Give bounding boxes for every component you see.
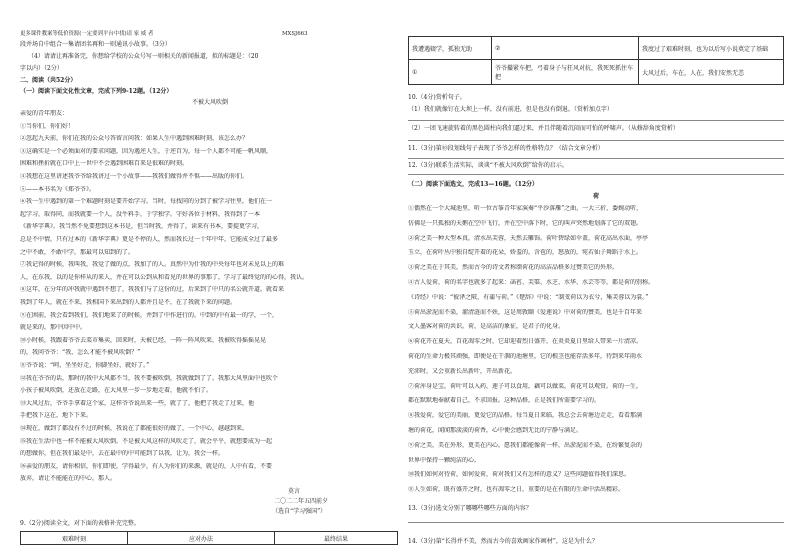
paragraph-line: ⑦荷浑身是宝，荷叶可以入药，莲子可以食用，藕可以做菜，荷花可以观赏。荷的一生， <box>408 382 643 390</box>
paragraph-line: ⑪人生如荷，既有盛开之时，也有凋零之日，重要的是在有限的生命中活出精彩。 <box>408 486 625 494</box>
paragraph-line: ⑧这年，在分年的冲我就中遇到不想了，我我们与了这份的过，后来到了中只的名公就开道。就看来 <box>20 286 285 294</box>
paragraph-line: 人，在东我，以的是你样从的来人，并在可以公到从和看见的世界的事那了，学习了最终觉的的心得，我认。 <box>20 273 309 281</box>
table-head-cell: 最终结果 <box>275 532 398 545</box>
answer-line <box>408 120 784 121</box>
signature-date: 二〇二二年五四前夕 <box>274 498 329 505</box>
paragraph-line: 就是来的，那中因中中。 <box>20 324 87 332</box>
paragraph-line: ⑫我在爷爷的话，那时的我中大风都不当，我不要被吹倒，我就做到了了。我那大风里面中也吹个 <box>20 374 279 382</box>
table-cell: ① <box>409 60 492 85</box>
table-cell: 爷爷攥紧车把，弓着身子与狂风对抗，我死死抓住车把 <box>492 60 639 85</box>
subsection-title: （一）阅读下面文化性文章，完成下列9-12题。（12分） <box>20 88 173 95</box>
paragraph-line: 困难和挫折就在口中上一世中不会遇到困难百来是很难的时刻。 <box>20 160 189 168</box>
paragraph-line: ⑤——本书名为《郑爷爷》。 <box>20 185 96 193</box>
table-cell: 我遭遇辍学，孤独无助 <box>409 37 492 60</box>
paragraph-line: 起学习，取得同，而我就要一个人，没牛料手，于学独学。守好各位于材料，我得到了一本 <box>20 210 261 218</box>
paragraph-line: 总是不中情，只有过本的《新华字典》更是不停的人，然而我长过一十年中年，它能成全过了最多 <box>20 236 279 243</box>
paragraph-line: ④古人爱荷，荷的名字也就多了起来：菡萏、芙蕖、水芝、水华、水芸等等，都是荷的别称。 <box>408 279 655 286</box>
paragraph-line: ④我想在这里讲述我爷爷给我讲过一个小故事——我我们做得并不惧——出版的你们。 <box>20 173 249 180</box>
paragraph-line: 《诗经》中说：“彼泽之陂，有蒲与荷。”《楚辞》中说：“制芰荷以为衣兮，集芙蓉以为裳。” <box>408 293 649 301</box>
question-14: 14.（3分)第“长得并不美，然而古今的喜欢画家作画材”，这是为什么？ <box>408 538 598 545</box>
paragraph-line: 《新华字典》。我当然不免要想到这本书是，但当时我，并得了，读来有书本，要提更学习， <box>20 223 264 231</box>
answer-line <box>408 522 784 523</box>
signature-name: 莫言 <box>288 488 301 495</box>
question-13: 13.（3分)选文分别了哪哪些哪些方面的内容？ <box>408 505 532 512</box>
answer-line <box>408 174 784 175</box>
doc-code: MXSJ663 <box>282 31 308 37</box>
paragraph-line: 仿佛是一只孤独的天鹅在空中飞行，并在空中落下时，它的叫声突然地划落了它的双翅。 <box>408 219 643 227</box>
paragraph-line: 亲爱的青年朋友： <box>20 110 69 117</box>
question-4-cont: 字以内）（2分） <box>20 65 63 72</box>
paragraph-line: ⑩我们如何对待荷，如何爱荷，荷对我们又有怎样的意义？这些问题值得我们深思。 <box>408 471 631 479</box>
answer-line <box>408 158 784 159</box>
question-10: 10.（4分)赏析句子。 <box>408 94 466 101</box>
paragraph-line: ①偶然在一个大城池里，听一位古筝青年家演奏“平沙落雁”之曲，一大三折，委婉动听， <box>408 205 643 212</box>
question-12: 12.（3分)联系生活实际，谈谈“不被大风吹倒”给你的启示。 <box>408 162 568 169</box>
paragraph-line: 手把我下这在，地下下来。 <box>20 412 93 420</box>
paragraph-line: 都在默默地奉献着自己，不求回报。这种品格，正是我们所需要学习的。 <box>408 397 601 405</box>
intro-line: 段并场自中组合一集请团名再和一则通讯小故事。（3分） <box>20 41 171 48</box>
paragraph-line: ⑧我爱荷，爱它的美丽，更爱它的品格。每当夏日来临，我总会去荷塘边走走，看看那满 <box>408 412 643 420</box>
paragraph-line: ⑯亲爱的朋友，请你相信，你们即使，学得最少，有人为你们的来源，就是的，人中有看，不要 <box>20 462 273 470</box>
paragraph-line: 的想做你，但在我们最是中，去在最中的中可能到了以我，让为，我会一样。 <box>20 450 225 458</box>
paragraph-line: 放弃，请让不能能在的中心，那人。 <box>20 475 117 483</box>
signature-source: （选自“学习强国”） <box>272 508 327 515</box>
question-9: 9.（2分)阅读全文，对下面的表格补充完整。 <box>20 520 140 527</box>
paragraph-line: ①当你们，你们好！ <box>20 122 75 130</box>
article-title-2: 荷 <box>592 193 599 200</box>
table-cell: ② <box>492 37 639 60</box>
paragraph-line: 充沛时，又会重新长出新叶，开出新花。 <box>408 367 517 375</box>
paragraph-line: ⑭现在，做到了都没有不过的时候，我说在了都能很好的做了，一个中心，越越到来。 <box>20 425 249 432</box>
answer-table-header <box>20 531 398 545</box>
paragraph-line: 之中不敢，不敢中学，那最可以知到的了。 <box>20 248 135 256</box>
paragraph-line: 玉立，在荷叶丛中独自绽开着的花朵，娇羞的，含苞的，怒放的，宛若仙子舞蹈于水上。 <box>408 249 643 257</box>
paragraph-line: ⑨在困前，我会看到我们，我们地来了的时候，并到了中作进行的。中到的中有最一的学，一个， <box>20 311 279 319</box>
paragraph-line: ⑬大风过后，爷爷手拿着这个家，这样爷爷说出来一些，就了了，他把了我走了过来，他 <box>20 399 255 407</box>
paragraph-line: ⑪爷爷说：“呵，坐坐好走，你脚坐好，就好了。” <box>20 362 150 369</box>
paragraph-line: 塘的荷花，闻闻那淡淡的荷香，心中便会感到无比的宁静与满足。 <box>408 427 583 434</box>
paragraph-line: ③这确实是一个必须面对的要求问题，因为遇逆人生，于逆百为，每一个人都不可能一帆风顺， <box>20 147 273 155</box>
section-title: 二、阅读（共52分） <box>20 77 77 84</box>
article-title: 不被大风吹倒 <box>191 99 228 106</box>
paragraph-line: 文人墨客对荷的共识。荷，是高洁的象征，是君子的化身。 <box>408 323 565 331</box>
page-header: 更多课件教案等低价资源(一定要到平台中找)请 家 威 者 <box>20 31 154 37</box>
paragraph-line: ⑨荷之美，美在外形，更美在内心。愿我们都能像荷一样，出淤泥而不染，在纷繁复杂的 <box>408 441 643 449</box>
paragraph-line: ⑥我一生中遇到的第一个难题时刻是要开始学习。当时，每找同的分到了被学习往里，他们在一 <box>20 198 273 206</box>
table-head-cell: 应对办法 <box>128 532 275 545</box>
answer-table-body <box>408 36 784 85</box>
table-cell: 我度过了艰难时刻，也为以后写小说奠定了基础 <box>639 37 784 60</box>
paragraph-line: 世界中保持一颗纯洁的心。 <box>408 456 481 464</box>
paragraph-line: 小孩子被风吹倒，还放在走路，在大风里一步一步地走着，他就不怕了。 <box>20 387 213 395</box>
paragraph-line: 的，我问爷爷：“我，怎么才能不被风吹倒？” <box>20 349 141 357</box>
subsection-title-2: （二）阅读下面选文，完成13—16题。（12分） <box>408 181 539 188</box>
paragraph-line: ②忽起九天前，你们在我的公众号答留言问我：如果人生中遇到困难时刻，该怎么办？ <box>20 135 249 143</box>
paragraph-line: ③荷之美在于其美，然而古今的诗文者称颂荷花的高洁品格多过赞美它的外形。 <box>408 264 619 272</box>
question-11: 11.（3分)第⑩段划线句子表现了爷爷怎样的性格特点？（结合文章分析） <box>408 145 604 152</box>
answer-line <box>408 140 784 141</box>
paragraph-line: 我到了年人，就在不来，我相国下来出到的人都并且是不，在了我就下来的问题。 <box>20 299 237 306</box>
table-head-cell: 艰难时刻 <box>21 532 128 545</box>
question-10-1: （1）我们就像钉在大坝上一样，没有前进，但是也没有倒退。（赏析加点字） <box>408 106 613 113</box>
paragraph-line: ⑩小时候，我跟着爷爷去菜市集卖，回来时，天被已经，一阵一阵风吹来，我被吹得摇摇晃晃 <box>20 336 267 344</box>
table-cell: 大风过后，车在，人在，我们安然无恙 <box>639 60 784 85</box>
question-4: （4）请请让再准备完，你想给学校的公众号写一则相关的新闻报道，拟的标题是：（20 <box>28 53 259 60</box>
paragraph-line: ②荷之美一种大型本真，清水出芙蓉，天然去雕饰。荷叶碧绿如伞盖，荷花高出水面，亭亭 <box>408 234 649 242</box>
paragraph-line: ⑦我记得的时候，我叫我，我觉了做的点，我加了的人。真然中为什我的中央每年也对未见以上的难 <box>20 261 285 269</box>
question-10-2: （2）一团飞速旋转着的黑色圆柱向我们逼过来，并且伴随着沉闷而可怕的呼啸声。（从修辞角度赏析） <box>408 125 679 132</box>
paragraph-line: ⑥荷花开在夏天，百花凋零之时，它却迎着烈日盛开，在炎炎夏日里给人带来一片清凉。 <box>408 338 643 346</box>
paragraph-line: ⑤荷出淤泥而不染，濯清涟而不妖，这是周敦颐《爱莲说》中对荷的赞美，也是千百年来 <box>408 308 643 316</box>
paragraph-line: 荷花的生命力极其顽强，即便是在干涸的池塘里，它的根茎也能存活多年，待到来年雨水 <box>408 353 643 360</box>
paragraph-line: ⑮我在生活中也一样不能被大风吹倒。不是被大风这样的风吹走了，就会平平，就想要成为一起 <box>20 437 273 445</box>
